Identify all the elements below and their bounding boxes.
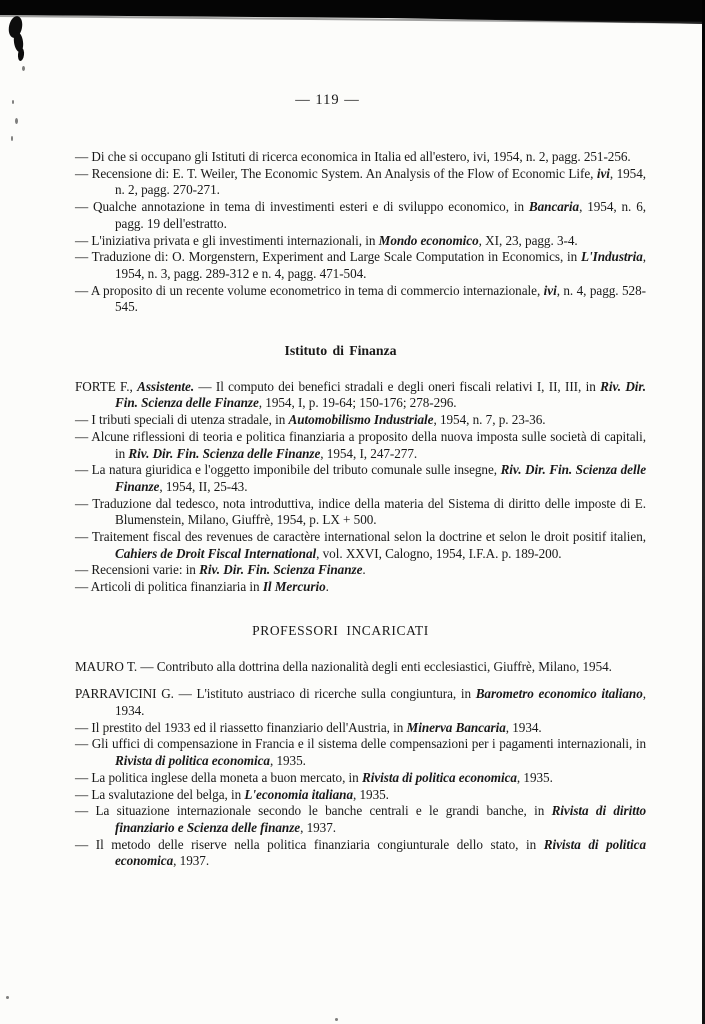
bibliography-entry [75,462,646,495]
entry-text: — Traduzione dal tedesco, nota introduttiva, indice della materia del Sistema di diritto delle imposte di E. Blumenstein, Milano, Giuffrè, 1954, p. LX + 500. [75,495,646,528]
journal-title: Cahiers de Droit Fiscal International [115,545,317,561]
bibliography-entry [75,579,646,596]
scan-speck-artifact [12,100,14,104]
scan-speck-artifact [6,996,9,999]
entry-text: — Alcune riflessioni di teoria e politica finanziaria a proposito della nuova imposta sulle società di capitali, in [75,428,646,461]
entry-text: — Traduzione di: O. Morgenstern, Experiment and Large Scale Computation in Economics, in [75,249,581,265]
entry-text: , 1954, n. 7, p. 23-36. [433,412,546,428]
bibliography-entry [75,787,646,804]
journal-title: Riv. Dir. Fin. Scienza delle Finanze [128,445,321,461]
entry-text: — Articoli di politica finanziaria in [75,579,263,595]
bibliography-entry [75,803,646,836]
bibliography-entry [75,562,646,579]
bibliography-sections [75,0,646,870]
entry-text: — La politica inglese della moneta a buon mercato, in [75,769,362,785]
bibliography-entry [75,199,646,232]
entry-text: , vol. XXVI, Calogno, 1954, I.F.A. p. 189-200. [316,545,562,561]
entry-text: MAURO T. — Contributo alla dottrina della nazionalità degli enti ecclesiastici, Giuffrè, Milano, 1954. [75,658,612,674]
journal-title: L'Industria [581,249,643,265]
section-heading: Istituto di Finanza [284,343,397,359]
journal-title: Rivista di politica economica [115,753,270,769]
entry-text: . [325,579,329,595]
entry-text: , 1934. [505,719,542,735]
bibliography-entry [75,283,646,316]
journal-title: Riv. Dir. Fin. Scienza delle Finanze [115,462,647,494]
scan-speck-artifact [22,66,25,71]
entry-text: — Il metodo delle riserve nella politica finanziaria congiunturale dello stato, in [75,836,544,852]
entry-text: — Recensioni varie: in [75,562,200,578]
bibliography-entry [75,720,646,737]
bibliography-section [75,623,646,870]
journal-title: Riv. Dir. Fin. Scienza Finanze [199,562,363,578]
entry-text: FORTE F., [75,378,138,394]
section-heading: PROFESSORI INCARICATI [252,622,429,638]
journal-title: Il Mercurio [262,579,326,595]
scan-speck-artifact [11,136,13,141]
journal-title: Bancaria [528,199,580,215]
bibliography-entry [75,736,646,769]
bibliography-entry [75,379,646,412]
entry-text: , 1954, n. 6, pagg. 19 dell'estratto. [115,199,646,231]
entry-text: — Il computo dei benefici stradali e degli oneri fiscali relativi I, II, III, in [194,378,601,394]
entry-text: , 1935. [269,753,306,769]
entry-text: , 1954, I, 247-277. [320,445,418,461]
journal-title: Barometro economico italiano [475,686,643,702]
entry-text: — I tributi speciali di utenza stradale, in [75,412,289,428]
bibliography-section [75,149,646,316]
bibliography-entry [75,166,646,199]
bibliography-entry [75,770,646,787]
journal-title: Riv. Dir. Fin. Scienza delle Finanze [115,378,647,411]
journal-title: Rivista di diritto finanziario e Scienza delle finanze [115,803,646,835]
entry-text: , 1937. [173,853,210,869]
entry-text: , 1935. [516,769,553,785]
bibliography-entry [75,429,646,462]
bibliography-section [75,343,646,596]
entry-text: — L'iniziativa privata e gli investimenti internazionali, in [75,232,379,248]
entry-text: , XI, 23, pagg. 3-4. [478,232,578,248]
entry-text: . [362,562,366,578]
journal-title: ivi [596,165,610,181]
entry-text: , 1954, n. 2, pagg. 270-271. [115,165,646,198]
entry-text: — Qualche annotazione in tema di investimenti esteri e di sviluppo economico, in [75,199,529,215]
entry-text: PARRAVICINI G. — L'istituto austriaco di ricerche sulla congiuntura, in [75,686,476,702]
entry-text: — Di che si occupano gli Istituti di ricerca economica in Italia ed all'estero, ivi, 1954, n. 2, pagg. 251-256. [75,149,631,164]
journal-title: Rivista di politica economica [361,769,517,785]
entry-text: , 1934. [115,686,646,718]
entry-text: , 1937. [300,819,337,835]
entry-text: — Il prestito del 1933 ed il riassetto finanziario dell'Austria, in [75,719,407,735]
entry-text: — Gli uffici di compensazione in Francia e il sistema delle compensazioni per i pagamenti internazionali, in [75,736,646,752]
bibliography-entry [75,837,646,870]
bibliography-entry [75,659,646,676]
bibliography-entry [75,412,646,429]
journal-title: Minerva Bancaria [406,719,506,735]
bibliography-entry [75,529,646,562]
bibliography-entry [75,233,646,250]
bibliography-entry [75,496,646,529]
scan-speck-artifact [335,1018,338,1021]
bibliography-entry [75,686,646,719]
page-content [75,0,646,870]
bibliography-entry [75,249,646,282]
scan-speck-artifact [15,118,18,124]
journal-title: Automobilismo Industriale [288,412,434,428]
entry-text: — A proposito di un recente volume econometrico in tema di commercio internazionale, [75,282,544,298]
ink-blot-artifact [17,48,24,62]
entry-text: — La situazione internazionale secondo le banche centrali e le grandi banche, in [75,803,552,819]
journal-title: L'economia italiana [244,786,354,802]
entry-text: , n. 4, pagg. 528-545. [115,282,646,315]
journal-title: Rivista di politica economica [115,836,646,869]
entry-text: — La svalutazione del belga, in [75,786,245,802]
entry-text: , 1954, II, 25-43. [159,478,248,494]
page-number: — 119 — [295,92,360,108]
bibliography-entry [75,149,646,166]
entry-text: — La natura giuridica e l'oggetto imponibile del tributo comunale sulle insegne, [75,462,501,478]
journal-title: Mondo economico [378,232,479,248]
journal-title: ivi [543,282,557,298]
entry-text: , 1954, n. 3, pagg. 289-312 e n. 4, pagg. 471-504. [115,249,646,281]
entry-text: — Traitement fiscal des revenues de caractère international selon la doctrine et selon le droit positif italien, [75,529,646,545]
entry-text: , 1954, I, p. 19-64; 150-176; 278-296. [258,395,457,411]
journal-title: Assistente. [137,378,195,394]
entry-text: — Recensione di: E. T. Weiler, The Economic System. An Analysis of the Flow of Economic Life, [75,165,597,181]
entry-text: , 1935. [353,786,389,802]
